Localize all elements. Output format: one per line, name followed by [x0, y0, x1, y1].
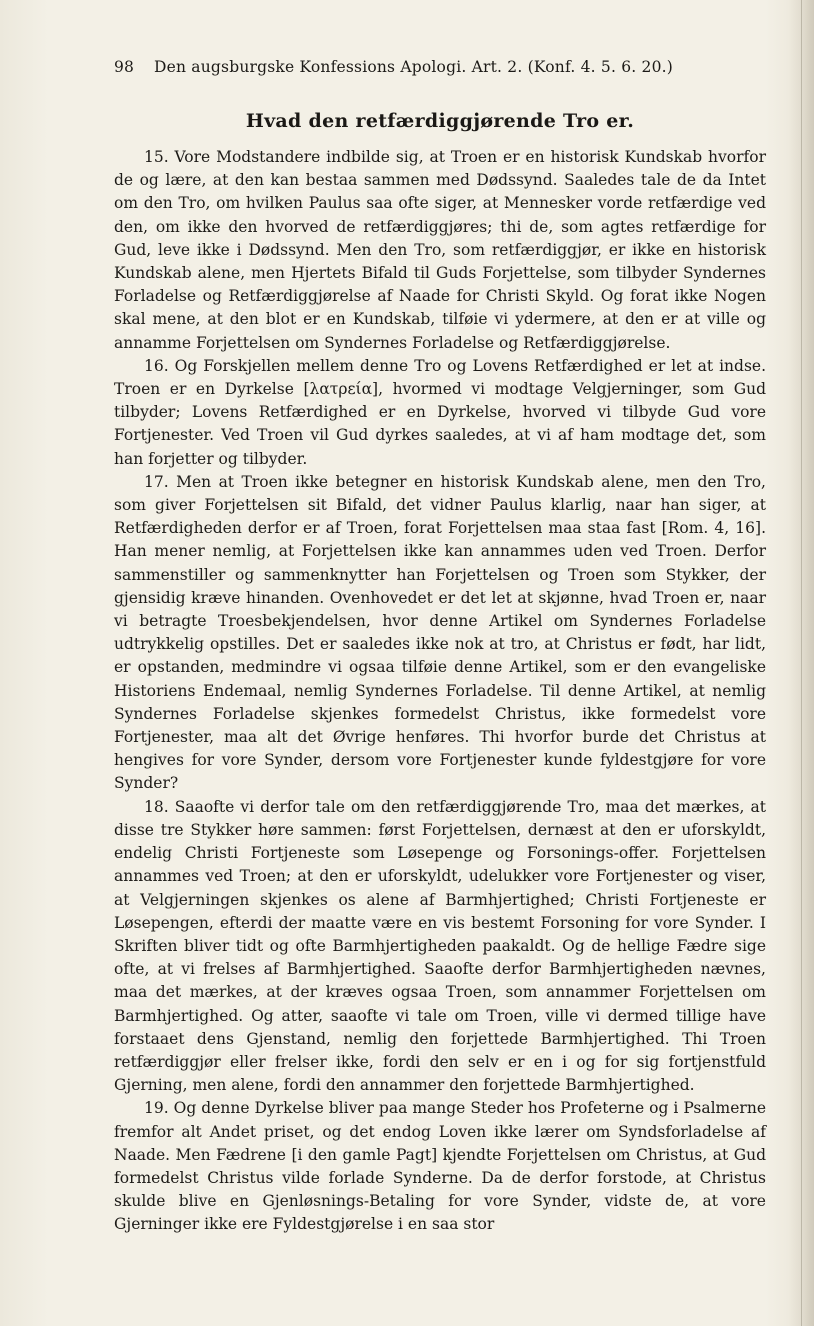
section-heading: Hvad den retfærdiggjørende Tro er.: [245, 110, 635, 132]
running-head: [114, 58, 714, 76]
running-head-title: Den augsburgske Konfessions Apologi. Art. 2. (Konf. 4. 5. 6. 20.): [154, 58, 674, 76]
page-edge-line: [801, 0, 802, 1326]
paragraph-18: 18. Saaofte vi derfor tale om den retfærdiggjørende Tro, maa det mærkes, at disse tre Stykker høre sammen: først Forjettelsen, dernæst at den er uforskyldt, endelig Christi Fortjeneste som Løsepenge og Forsonings-offer. Forjettelsen annammes ved Troen; at den er uforskyldt, udelukker vore Fortjenester og viser, at Velgjerningen skjenkes os alene af Barmhjertighed; Christi Fortjeneste er Løsepengen, efterdi der maatte være en vis bestemt Forsoning for vore Synder. I Skriften bliver tidt og ofte Barmhjertigheden paakaldt. Og de hellige Fædre sige ofte, at vi frelses af Barmhjertighed. Saaofte derfor Barmhjertigheden nævnes, maa det mærkes, at der kræves ogsaa Troen, som annammer Forjettelsen om Barmhjertighed. Og atter, saaofte vi tale om Troen, ville vi dermed tillige have forstaaet dens Gjenstand, nemlig den forjettede Barmhjertighed. Thi Troen retfærdiggjør eller frelser ikke, fordi den selv er en i og for sig fortjenstfuld Gjerning, men alene, fordi den annammer den forjettede Barmhjertighed.: [114, 797, 766, 1095]
paragraph-17: 17. Men at Troen ikke betegner en historisk Kundskab alene, men den Tro, som giver Forjettelsen sit Bifald, det vidner Paulus klarlig, naar han siger, at Retfærdigheden derfor er af Troen, forat Forjettelsen maa staa fast [Rom. 4, 16]. Han mener nemlig, at Forjettelsen ikke kan annammes uden ved Troen. Derfor sammenstiller og sammenknytter han Forjettelsen og Troen som Stykker, der gjensidig kræve hinanden. Ovenhovedet er det let at skjønne, hvad Troen er, naar vi betragte Troesbekjendelsen, hvor denne Artikel om Syndernes Forladelse udtrykkelig opstilles. Det er saaledes ikke nok at tro, at Christus er født, har lidt, er opstanden, medmindre vi ogsaa tilføie denne Artikel, som er den evangeliske Historiens Endemaal, nemlig Syndernes Forladelse. Til denne Artikel, at nemlig Syndernes Forladelse skjenkes formedelst Christus, ikke formedelst vore Fortjenester, maa alt det Øvrige henføres. Thi hvorfor burde det Christus at hengives for vore Synder, dersom vore Fortjenester kunde fyldestgjøre for vore Synder?: [114, 472, 766, 793]
page-number: 98: [114, 58, 135, 76]
paragraph-19: 19. Og denne Dyrkelse bliver paa mange Steder hos Profeterne og i Psalmerne fremfor alt Andet priset, og det endog Loven ikke lærer om Syndsforladelse af Naade. Men Fædrene [i den gamle Pagt] kjendte Forjettelsen om Christus, at Gud formedelst Christus vilde forlade Synderne. Da de derfor forstode, at Christus skulde blive en Gjenløsnings-Betaling for vore Synder, vidste de, at vore Gjerninger ikke ere Fyldestgjørelse i en saa stor: [114, 1099, 766, 1234]
paragraph-16: 16. Og Forskjellen mellem denne Tro og Lovens Retfærdighed er let at indse. Troen er en Dyrkelse [λατρεία], hvormed vi modtage Velgjerninger, som Gud tilbyder; Lovens Retfærdighed er en Dyrkelse, hvorved vi tilbyde Gud vore Fortjenester. Ved Troen vil Gud dyrkes saaledes, at vi af ham modtage det, som han forjetter og tilbyder.: [114, 356, 766, 468]
body-text: [114, 146, 766, 1237]
paragraph-15: 15. Vore Modstandere indbilde sig, at Troen er en historisk Kundskab hvorfor de og lære, at den kan bestaa sammen med Dødssynd. Saaledes tale de da Intet om den Tro, om hvilken Paulus saa ofte siger, at Mennesker vorde retfærdige ved den, om ikke den hvorved de retfærdiggjøres; thi de, som agtes retfærdige for Gud, leve ikke i Dødssynd. Men den Tro, som retfærdiggjør, er ikke en historisk Kundskab alene, men Hjertets Bifald til Guds Forjettelse, som tilbyder Syndernes Forladelse og Retfærdiggjørelse af Naade for Christi Skyld. Og forat ikke Nogen skal mene, at den blot er en Kundskab, tilføie vi ydermere, at den er at ville og annamme Forjettelsen om Syndernes Forladelse og Retfærdiggjørelse.: [114, 148, 766, 352]
